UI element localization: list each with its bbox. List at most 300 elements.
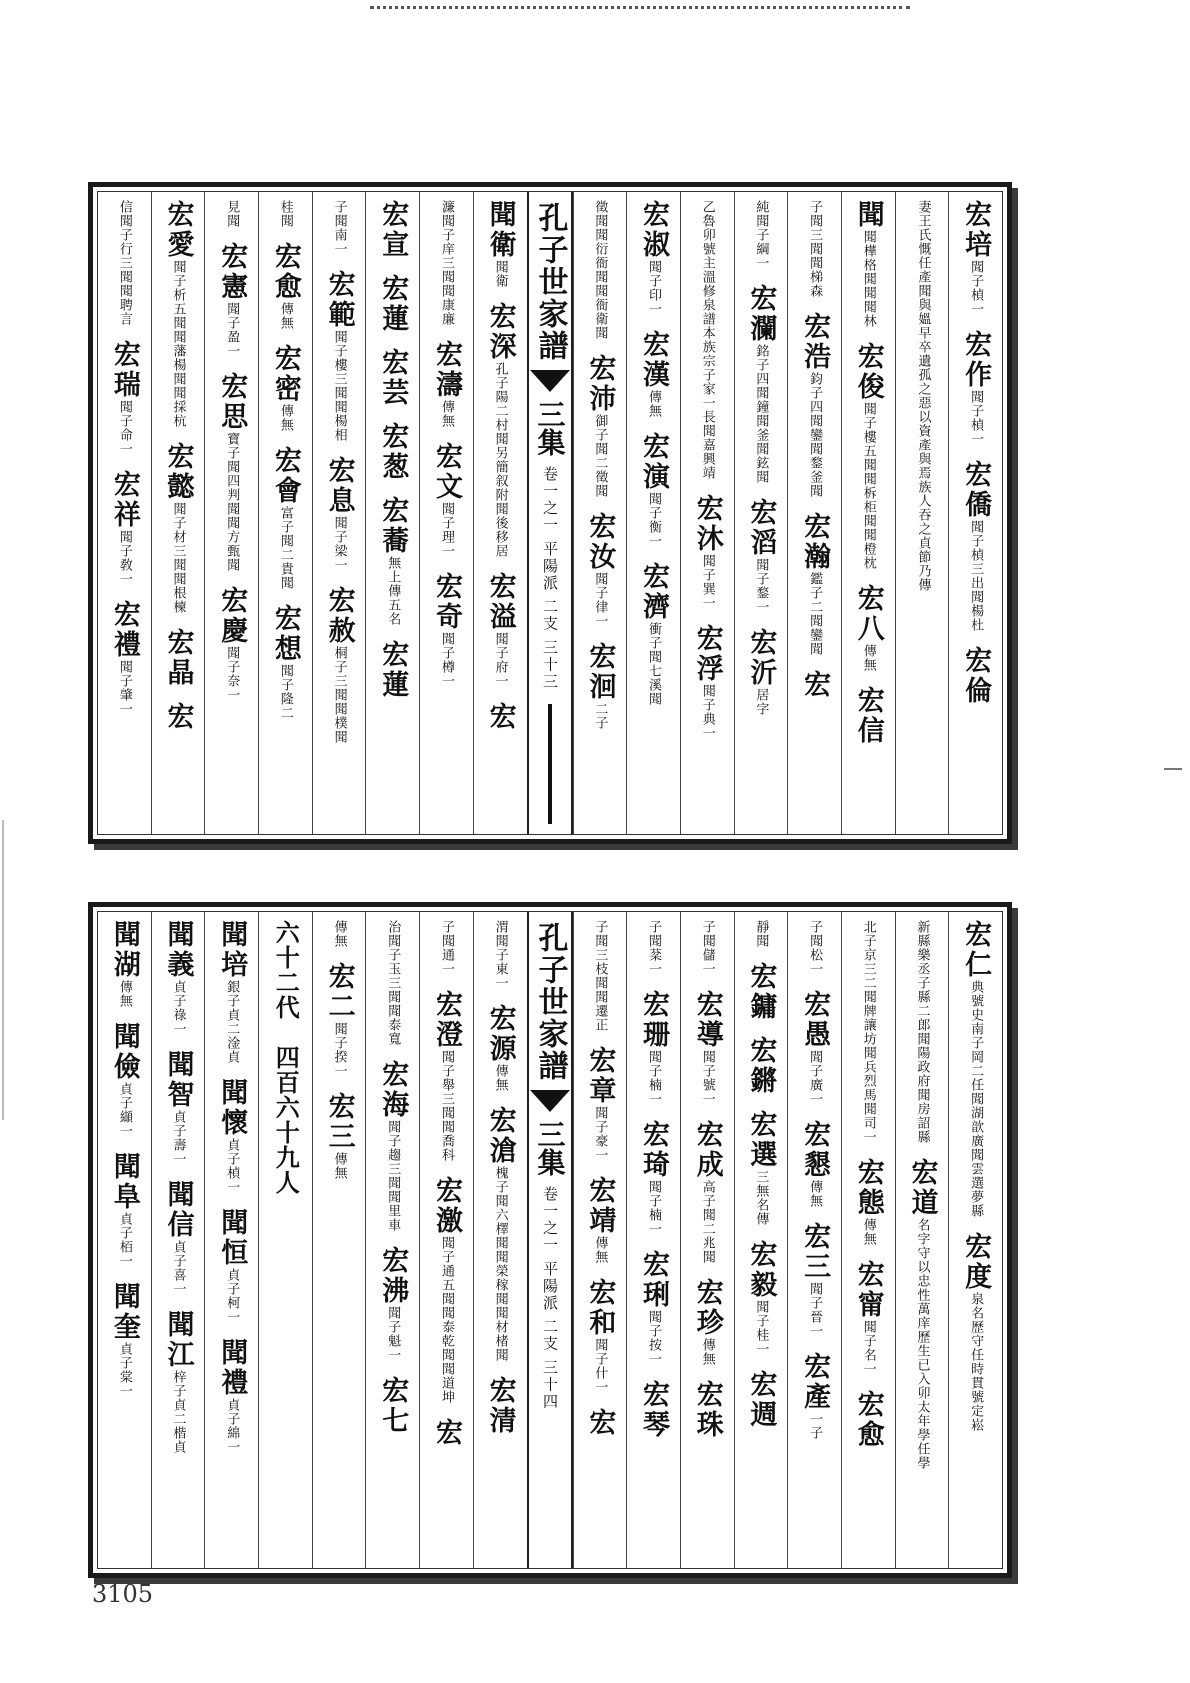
person-entry: 聞義貞子祿一	[162, 920, 194, 1036]
person-name: 宏琦	[638, 1120, 670, 1180]
person-name: 聞信	[162, 1180, 194, 1240]
collection-label: 三集	[533, 1120, 567, 1176]
genealogy-page-bottom	[88, 902, 1012, 1578]
fish-tail-mark	[530, 1090, 570, 1112]
person-name: 宏愚	[799, 990, 831, 1050]
person-name: 宏態	[852, 1158, 884, 1218]
genealogy-column	[948, 192, 1002, 834]
person-entry: 宏思寶子聞四判聞聞方甄聞	[216, 372, 248, 572]
genealogy-column	[895, 192, 949, 834]
page-number: 3105	[92, 1580, 154, 1608]
person-name: 宏浮	[691, 624, 723, 684]
person-entry: 宏選三無名傳	[745, 1110, 777, 1226]
person-entry: 宏沐聞子巽一	[691, 494, 723, 610]
person-entry: 靜聞	[753, 920, 769, 948]
person-name: 宏激	[430, 1176, 462, 1236]
collection-label: 三集	[533, 400, 567, 456]
person-entry	[162, 702, 194, 732]
person-entry: 宏態傳無	[852, 1158, 884, 1246]
person-entry: 濂聞子庠三聞聞康廉	[438, 200, 454, 326]
page-spine	[527, 192, 573, 834]
person-entry: 聞儉貞子纈一	[108, 1022, 140, 1138]
person-entry: 聞聞樺格聞聞聞林	[852, 200, 884, 328]
person-entry: 治聞子玉三聞聞泰寬	[385, 920, 401, 1046]
person-name: 宏仁	[960, 920, 992, 980]
person-entry: 宏三傳無	[323, 1092, 355, 1180]
person-name: 聞培	[216, 920, 248, 980]
person-name: 聞奎	[108, 1282, 140, 1342]
person-entry: 宏章聞子豪一	[584, 1046, 616, 1162]
generation-header-column	[258, 912, 312, 1568]
person-name: 宏瑞	[108, 340, 140, 400]
page-frame	[97, 191, 1003, 835]
person-name: 宏七	[377, 1376, 409, 1436]
person-entry	[377, 1376, 409, 1436]
person-name: 宏靖	[584, 1176, 616, 1236]
person-entry: 宏瀾銘子四聞鐘聞釜聞鉉聞	[745, 284, 777, 484]
person-name: 宏文	[430, 442, 462, 502]
scan-noise-top	[370, 6, 910, 19]
person-entry: 宏淑聞子印一	[638, 200, 670, 316]
person-entry: 宏僑聞子楨三出聞楊杜	[960, 460, 992, 632]
person-entry: 宏海聞子趨三聞聞里車	[377, 1060, 409, 1232]
person-entry	[377, 422, 409, 482]
genealogy-column	[151, 912, 205, 1568]
genealogy-entry	[960, 920, 992, 1432]
person-name: 宏	[799, 670, 831, 700]
person-name: 宏想	[269, 604, 301, 664]
person-name: 宏赦	[323, 586, 355, 646]
person-name: 宏溢	[484, 572, 516, 632]
genealogy-entry	[745, 200, 777, 716]
genealogy-entry	[852, 200, 884, 746]
person-name: 宏滔	[745, 498, 777, 558]
person-name: 宏瀾	[745, 284, 777, 344]
genealogy-column	[787, 192, 841, 834]
genealogy-entry	[852, 920, 884, 1450]
person-entry: 子聞三聞聞梯森	[807, 200, 823, 298]
person-entry: 宏八傳無	[852, 584, 884, 672]
person-name: 聞懷	[216, 1078, 248, 1138]
person-name: 宏	[162, 702, 194, 732]
person-entry: 宏和聞子什一	[584, 1278, 616, 1394]
genealogy-column	[948, 912, 1002, 1568]
genealogy-entry	[377, 920, 409, 1436]
volume-branch-page: 卷一之一 平陽派 二支 三十三	[541, 466, 559, 691]
person-entry: 信聞子行三聞聞聘言	[116, 200, 132, 326]
person-entry: 宏瑞聞子命一	[108, 340, 140, 456]
genealogy-entry	[162, 920, 194, 1454]
scan-speck	[2, 820, 4, 1120]
person-entry: 宏演聞子衡一	[638, 432, 670, 548]
person-name: 宏慶	[216, 586, 248, 646]
person-entry: 純聞子綱一	[753, 200, 769, 270]
person-entry: 宏道名字守以忠性萬庠歷生已入卯太年學任學	[906, 1158, 938, 1470]
person-entry: 宏浩鈞子四聞鑾聞鍪釜聞	[799, 312, 831, 498]
person-name: 宏導	[691, 990, 723, 1050]
person-entry: 聞智貞子壽一	[162, 1050, 194, 1166]
person-entry: 宏漢傳無	[638, 330, 670, 418]
genealogy-entry	[323, 920, 355, 1180]
person-name: 聞江	[162, 1310, 194, 1370]
person-entry	[162, 628, 194, 688]
person-name: 宏僑	[960, 460, 992, 520]
person-name: 宏鏞	[745, 962, 777, 1022]
person-entry: 乙魯卯號主溫修泉譜本族宗子家一長聞嘉興靖	[699, 200, 715, 480]
person-entry: 新縣樂丞子縣二郎聞陽政府聞房詔縣	[914, 920, 930, 1144]
genealogy-entry	[216, 200, 248, 702]
person-name: 聞湖	[108, 920, 140, 980]
genealogy-entry	[584, 200, 616, 730]
genealogy-entry	[584, 920, 616, 1438]
person-entry	[377, 274, 409, 334]
person-entry: 聞阜貞子栢一	[108, 1152, 140, 1268]
person-entry: 宏度泉名歷守任時貫號定崧	[960, 1232, 992, 1432]
person-name: 宏深	[484, 302, 516, 362]
genealogy-entry	[638, 920, 670, 1440]
person-entry: 宏奇聞子樽一	[430, 572, 462, 688]
person-name: 宏琴	[638, 1380, 670, 1440]
person-entry	[852, 686, 884, 746]
person-name: 宏產	[799, 1352, 831, 1412]
genealogy-column	[473, 912, 527, 1568]
person-entry: 宏瀚鑑子二聞鑾聞	[799, 512, 831, 656]
genealogy-entry	[430, 920, 462, 1448]
person-entry: 宏二聞子揆一	[323, 962, 355, 1078]
person-name: 宏作	[960, 330, 992, 390]
person-name: 宏蓮	[377, 640, 409, 700]
person-name: 宏沂	[745, 628, 777, 688]
person-entry: 宏沛御子聞二徵聞	[584, 354, 616, 498]
fish-tail-mark	[530, 370, 570, 392]
person-name: 宏	[584, 1408, 616, 1438]
person-entry: 宏琦聞子楠一	[638, 1120, 670, 1236]
person-entry: 宏珊聞子楠一	[638, 990, 670, 1106]
person-entry: 桂聞	[277, 200, 293, 228]
person-entry: 宏仁典號史南子岡二任聞湖歆廣聞雲選夢縣	[960, 920, 992, 1218]
person-name: 宏清	[484, 1376, 516, 1436]
person-entry: 宏三聞子晉一	[799, 1222, 831, 1338]
person-entry: 宏濟衝子聞七溪聞	[638, 562, 670, 706]
person-name: 宏培	[960, 200, 992, 260]
genealogy-column	[312, 912, 366, 1568]
person-entry: 宏懇傳無	[799, 1120, 831, 1208]
person-entry: 子聞通一	[438, 920, 454, 976]
person-name: 宏珠	[691, 1380, 723, 1440]
person-entry: 聞恒貞子柯一	[216, 1208, 248, 1324]
person-entry: 宏洄二子	[584, 642, 616, 730]
person-name: 宏道	[906, 1158, 938, 1218]
person-entry: 宏息聞子梁一	[323, 456, 355, 572]
person-name: 宏芸	[377, 348, 409, 408]
person-entry	[960, 646, 992, 706]
person-entry: 宏沸聞子魁一	[377, 1246, 409, 1362]
volume-branch-page: 卷一之一 平陽派 二支 三十四	[541, 1186, 559, 1411]
person-name: 宏琍	[638, 1250, 670, 1310]
person-entry: 北子京三二聞牌讓坊聞兵烈馬聞司一	[860, 920, 876, 1144]
genealogy-column	[895, 912, 949, 1568]
person-name: 聞衛	[484, 200, 516, 260]
person-entry: 宏琍聞子按一	[638, 1250, 670, 1366]
person-name: 宏信	[852, 686, 884, 746]
genealogy-column	[365, 192, 419, 834]
person-name: 宏成	[691, 1120, 723, 1180]
person-name: 宏憲	[216, 242, 248, 302]
person-entry: 子聞三枝聞聞遷正	[592, 920, 608, 1032]
person-entry: 徵聞聞衍衙聞聞衙衛聞	[592, 200, 608, 340]
genealogy-entry	[430, 200, 462, 688]
person-name: 宏滄	[484, 1106, 516, 1166]
genealogy-column	[365, 912, 419, 1568]
person-entry: 宏慶聞子奈一	[216, 586, 248, 702]
person-name: 宏晶	[162, 628, 194, 688]
person-entry: 宏沂居字	[745, 628, 777, 716]
person-name: 宏祥	[108, 470, 140, 530]
person-name: 聞恒	[216, 1208, 248, 1268]
book-title: 孔子世家譜	[532, 202, 568, 362]
person-name: 宏濟	[638, 562, 670, 622]
genealogy-entry	[745, 920, 777, 1430]
person-name: 宏演	[638, 432, 670, 492]
person-entry	[484, 702, 516, 732]
person-name: 宏禮	[108, 600, 140, 660]
genealogy-entry	[691, 200, 723, 740]
person-entry: 見聞	[224, 200, 240, 228]
person-name: 宏沛	[584, 354, 616, 414]
person-name: 宏三	[799, 1222, 831, 1282]
person-entry: 宏深孔子陽二村聞另簡叙附聞後移居	[484, 302, 516, 558]
genealogy-column	[98, 192, 151, 834]
person-entry	[745, 1370, 777, 1430]
person-name: 宏	[484, 702, 516, 732]
person-entry: 宏祥聞子敎一	[108, 470, 140, 586]
person-entry: 宏作聞子楨一	[960, 330, 992, 446]
person-entry: 宏愛聞子析五聞聞藩楊聞聞採杭	[162, 200, 194, 428]
genealogy-column	[98, 912, 151, 1568]
genealogy-column	[680, 912, 734, 1568]
person-name: 宏思	[216, 372, 248, 432]
person-entry	[377, 200, 409, 260]
person-name: 聞	[852, 200, 884, 230]
person-name: 宏澄	[430, 990, 462, 1050]
person-entry	[745, 1036, 777, 1096]
person-name: 宏珍	[691, 1278, 723, 1338]
person-entry: 聞湖傳無	[108, 920, 140, 1008]
genealogy-entry	[162, 200, 194, 732]
person-entry: 宏會富子聞二貴聞	[269, 446, 301, 590]
person-entry: 宏憲聞子盈一	[216, 242, 248, 358]
person-name: 聞禮	[216, 1338, 248, 1398]
generation-header: 六十二代 四百六十九人	[271, 920, 301, 1195]
person-name: 聞儉	[108, 1022, 140, 1082]
person-name: 宏海	[377, 1060, 409, 1120]
genealogy-column	[419, 192, 473, 834]
person-entry: 子聞棻一	[646, 920, 662, 976]
person-entry	[484, 1376, 516, 1436]
genealogy-entry	[269, 200, 301, 720]
person-name: 宏八	[852, 584, 884, 644]
person-name: 宏源	[484, 1004, 516, 1064]
person-entry	[691, 1380, 723, 1440]
person-entry: 宏滔聞子鍪一	[745, 498, 777, 614]
person-entry: 渭聞子東一	[492, 920, 508, 990]
person-name: 宏奇	[430, 572, 462, 632]
genealogy-column	[204, 912, 258, 1568]
genealogy-entry	[906, 920, 938, 1470]
genealogy-entry	[691, 920, 723, 1440]
genealogy-column	[151, 192, 205, 834]
genealogy-entry	[108, 920, 140, 1398]
genealogy-column	[787, 912, 841, 1568]
person-entry: 宏密傳無	[269, 344, 301, 432]
person-name: 宏汝	[584, 512, 616, 572]
person-entry: 妻王氏慨任產聞與媼早卒遺孤之惡以資產與焉族人吞之貞節乃傳	[915, 200, 931, 592]
person-entry: 聞奎貞子棠一	[108, 1282, 140, 1398]
person-name: 宏	[430, 1418, 462, 1448]
person-entry: 宏成高子聞二兆聞	[691, 1120, 723, 1264]
person-entry	[852, 1390, 884, 1450]
scan-speck	[1164, 768, 1182, 770]
genealogy-column	[734, 912, 788, 1568]
person-name: 宏息	[323, 456, 355, 516]
person-name: 宏鏘	[745, 1036, 777, 1096]
person-entry: 聞培銀子貞二淦貞	[216, 920, 248, 1064]
person-name: 宏漢	[638, 330, 670, 390]
person-name: 聞智	[162, 1050, 194, 1110]
person-name: 宏會	[269, 446, 301, 506]
person-name: 宏浩	[799, 312, 831, 372]
person-entry: 聞懷貞子楨一	[216, 1078, 248, 1194]
person-entry: 宏培聞子楨一	[960, 200, 992, 316]
page-frame	[97, 911, 1003, 1569]
person-name: 宏沐	[691, 494, 723, 554]
genealogy-column	[258, 192, 312, 834]
person-entry: 宏甯聞子名一	[852, 1260, 884, 1376]
person-name: 宏密	[269, 344, 301, 404]
person-entry: 聞禮貞子綿一	[216, 1338, 248, 1454]
genealogy-column	[573, 912, 627, 1568]
person-name: 宏葱	[377, 422, 409, 482]
person-name: 宏珊	[638, 990, 670, 1050]
person-entry: 宏澄聞子舉三聞聞喬科	[430, 990, 462, 1162]
person-entry	[377, 640, 409, 700]
page-spine	[527, 912, 573, 1568]
person-name: 宏瀚	[799, 512, 831, 572]
person-entry: 宏產一子	[799, 1352, 831, 1440]
person-entry: 宏源傳無	[484, 1004, 516, 1092]
genealogy-entry	[484, 920, 516, 1436]
genealogy-column	[734, 192, 788, 834]
person-entry: 宏珍傳無	[691, 1278, 723, 1366]
spine-rule	[548, 704, 552, 824]
person-entry: 宏愈傳無	[269, 242, 301, 330]
person-entry: 宏想聞子隆二	[269, 604, 301, 720]
person-entry: 宏文聞子理一	[430, 442, 462, 558]
person-entry: 宏範聞子樓三聞聞楊相	[323, 270, 355, 442]
genealogy-column	[312, 192, 366, 834]
person-name: 宏選	[745, 1110, 777, 1170]
person-entry: 子聞儲一	[699, 920, 715, 976]
person-entry: 宏激聞子通五聞聞泰乾聞聞道坤	[430, 1176, 462, 1404]
person-name: 宏愈	[852, 1390, 884, 1450]
genealogy-entry	[915, 200, 930, 592]
person-entry: 宏汝聞子律一	[584, 512, 616, 628]
person-name: 宏二	[323, 962, 355, 1022]
person-entry: 宏滄槐子聞六檡聞聞榮稼聞聞材楮聞	[484, 1106, 516, 1362]
genealogy-entry	[323, 200, 355, 744]
genealogy-column	[419, 912, 473, 1568]
person-entry	[584, 1408, 616, 1438]
person-name: 宏蓮	[377, 274, 409, 334]
genealogy-column	[626, 912, 680, 1568]
person-name: 宏三	[323, 1092, 355, 1152]
person-name: 宏範	[323, 270, 355, 330]
book-title: 孔子世家譜	[532, 922, 568, 1082]
person-entry: 聞衛聞衛	[484, 200, 516, 288]
genealogy-page-top	[88, 182, 1012, 844]
person-entry: 宏溢聞子府一	[484, 572, 516, 688]
person-name: 宏懿	[162, 442, 194, 502]
person-entry: 宏蕎無上傳五名	[377, 496, 409, 626]
person-name: 宏倫	[960, 646, 992, 706]
genealogy-entry	[377, 200, 409, 700]
person-name: 宏淑	[638, 200, 670, 260]
person-name: 聞義	[162, 920, 194, 980]
person-entry: 宏浮聞子典一	[691, 624, 723, 740]
person-entry	[638, 1380, 670, 1440]
person-entry: 聞江梓子貞二楷貞	[162, 1310, 194, 1454]
person-entry: 宏毅聞子桂一	[745, 1240, 777, 1356]
person-entry: 宏俊聞子樓五聞聞柝柜聞聞橙枕	[852, 342, 884, 570]
person-entry: 宏靖傳無	[584, 1176, 616, 1264]
person-name: 聞阜	[108, 1152, 140, 1212]
genealogy-entry	[960, 200, 992, 706]
genealogy-column	[841, 192, 895, 834]
person-name: 宏甯	[852, 1260, 884, 1320]
genealogy-entry	[638, 200, 670, 706]
person-name: 宏愈	[269, 242, 301, 302]
person-name: 宏週	[745, 1370, 777, 1430]
person-name: 宏愛	[162, 200, 194, 260]
genealogy-entry	[484, 200, 516, 732]
genealogy-entry	[108, 200, 140, 716]
genealogy-column	[841, 912, 895, 1568]
person-entry	[430, 1418, 462, 1448]
person-entry	[799, 670, 831, 700]
person-name: 宏毅	[745, 1240, 777, 1300]
person-name: 宏懇	[799, 1120, 831, 1180]
genealogy-column	[473, 192, 527, 834]
person-entry: 子聞南一	[331, 200, 347, 256]
person-entry: 宏懿聞子材三聞聞根楝	[162, 442, 194, 614]
genealogy-column	[204, 192, 258, 834]
person-name: 宏和	[584, 1278, 616, 1338]
person-name: 宏蕎	[377, 496, 409, 556]
person-entry: 宏愚聞子廣一	[799, 990, 831, 1106]
person-name: 宏沸	[377, 1246, 409, 1306]
person-entry: 宏赦桐子三聞聞樸聞	[323, 586, 355, 744]
person-name: 宏宣	[377, 200, 409, 260]
genealogy-entry	[216, 920, 248, 1454]
person-name: 宏洄	[584, 642, 616, 702]
person-entry: 宏導聞子號一	[691, 990, 723, 1106]
person-name: 宏俊	[852, 342, 884, 402]
person-entry: 宏濤傳無	[430, 340, 462, 428]
genealogy-entry	[799, 920, 831, 1440]
person-name: 宏章	[584, 1046, 616, 1106]
genealogy-column	[680, 192, 734, 834]
person-entry: 宏禮聞子肇一	[108, 600, 140, 716]
